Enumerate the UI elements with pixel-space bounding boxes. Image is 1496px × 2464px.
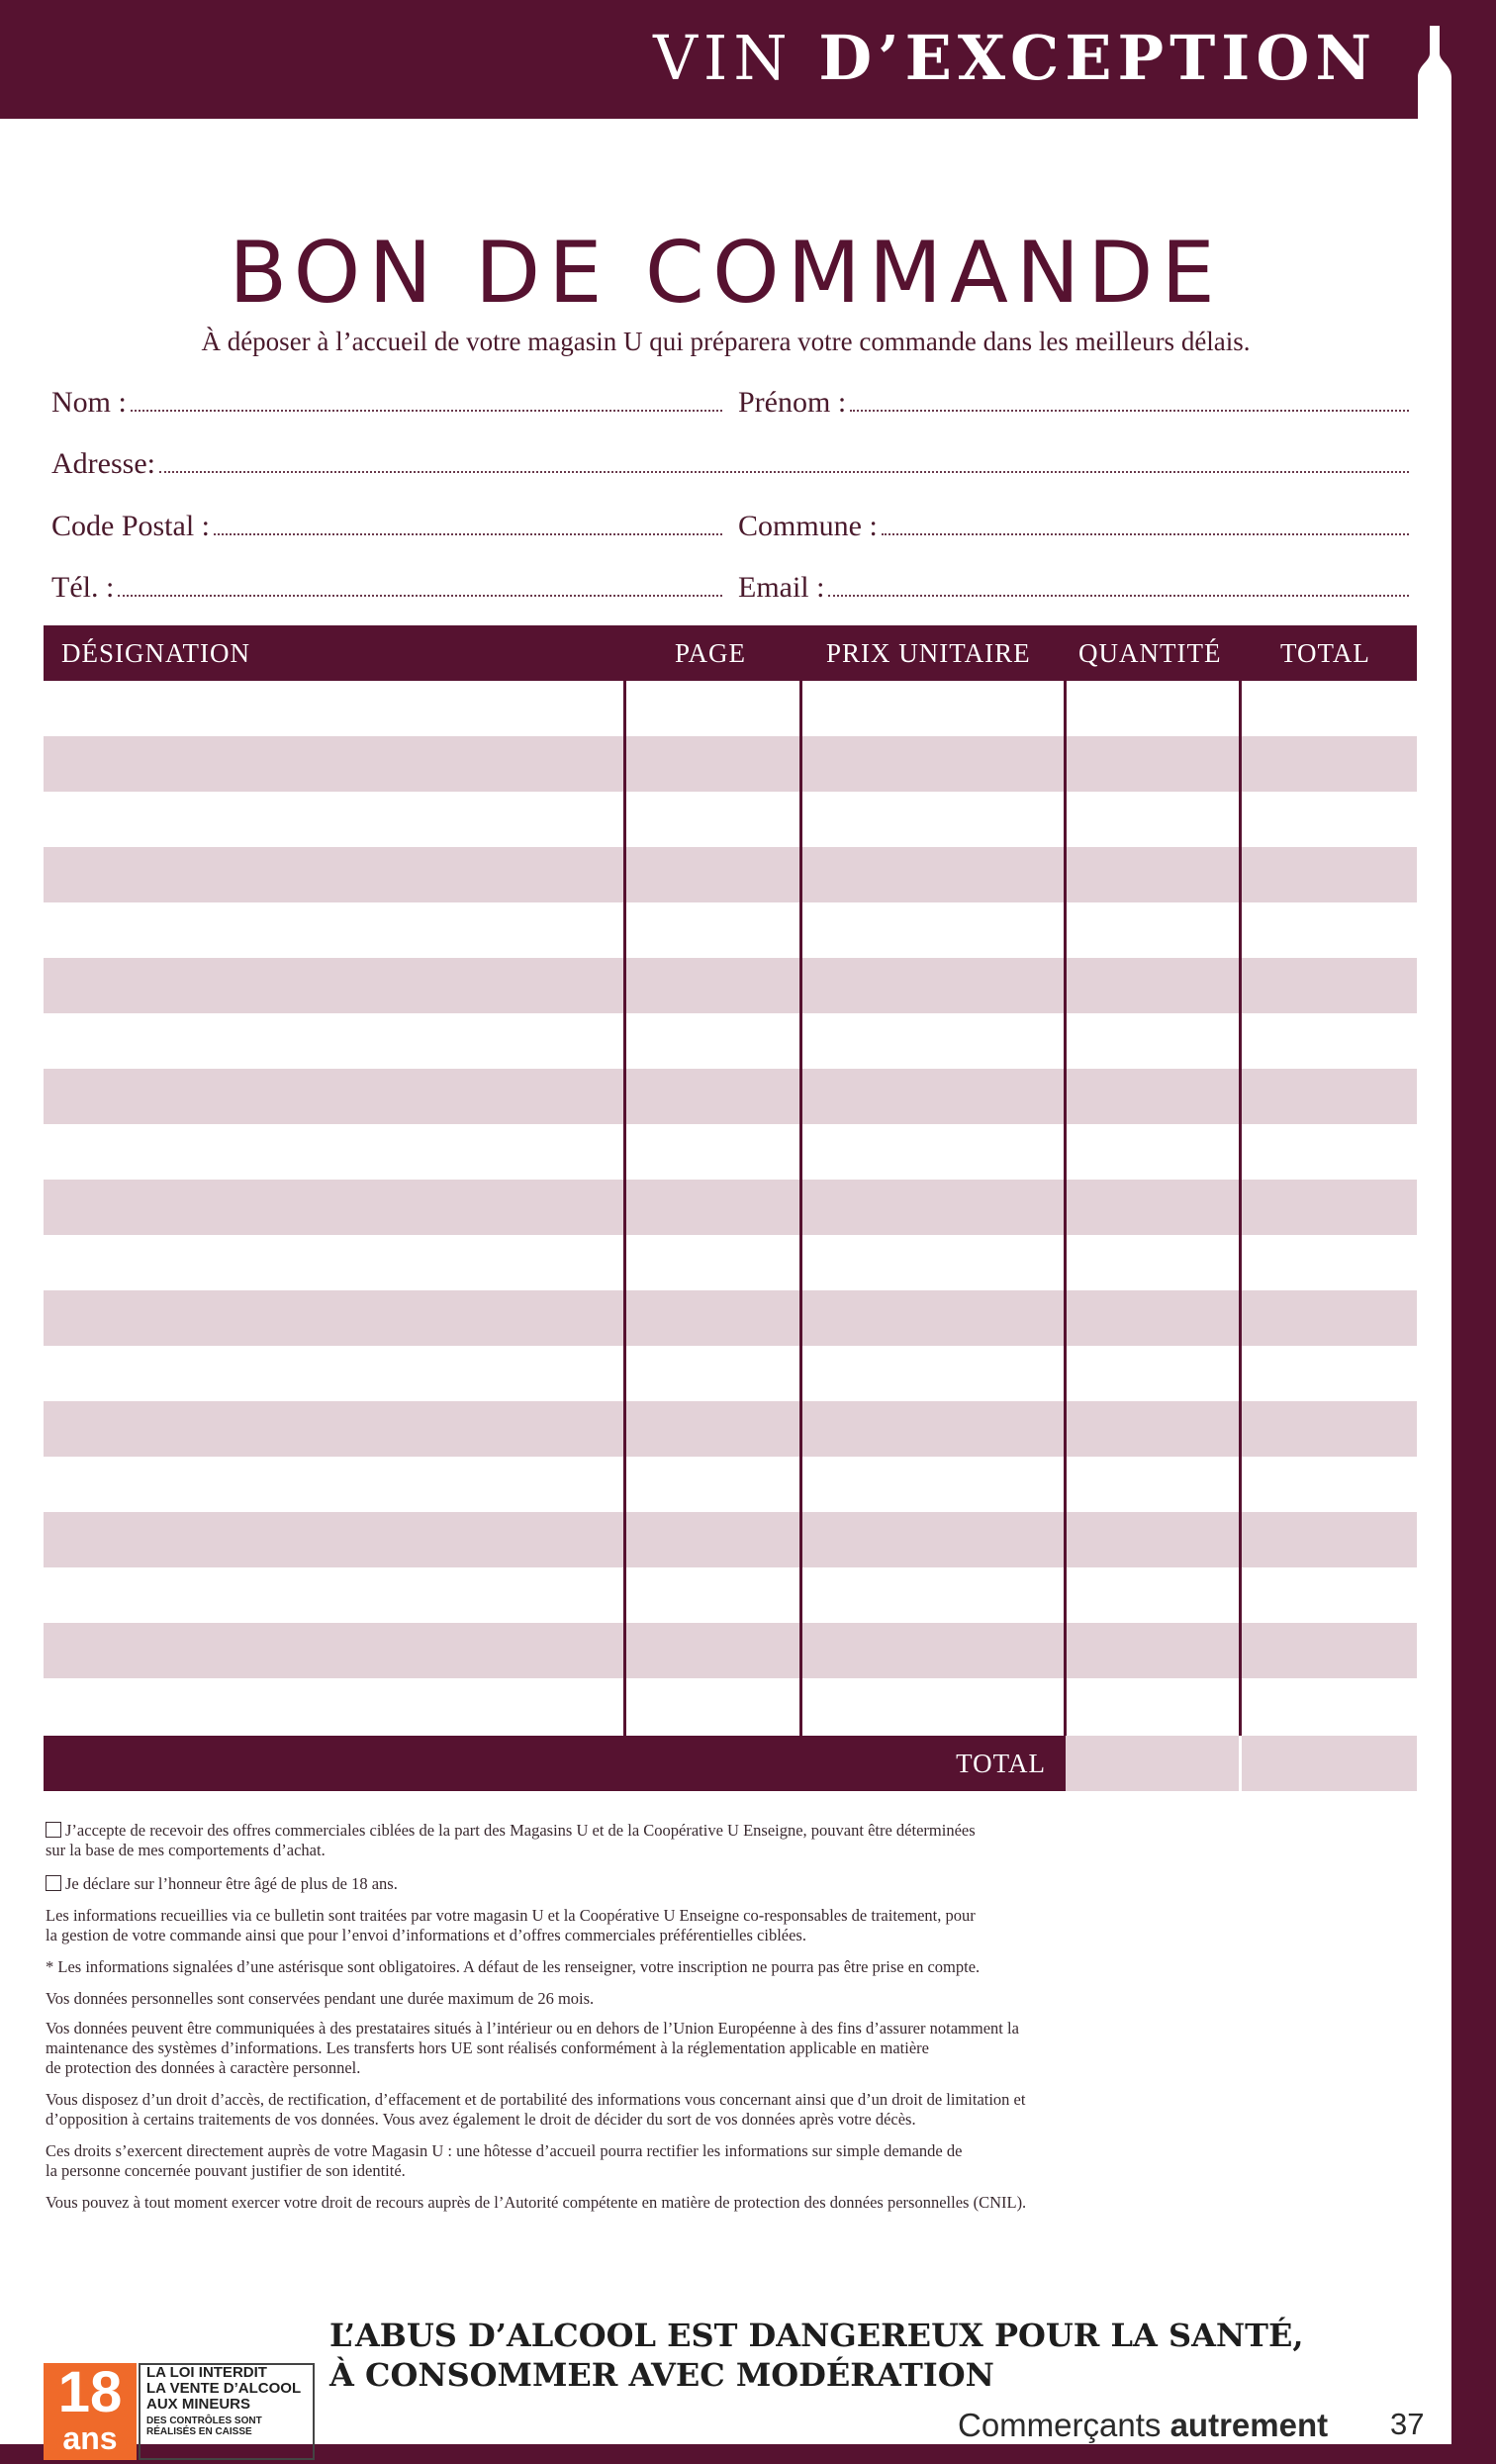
code-postal-label: Code Postal : bbox=[51, 510, 211, 542]
table-row[interactable] bbox=[44, 1180, 1417, 1235]
table-row[interactable] bbox=[44, 1457, 1417, 1512]
table-row[interactable] bbox=[44, 1124, 1417, 1180]
email-input-line[interactable] bbox=[828, 569, 1409, 597]
legal-paragraph-3: Vos données personnelles sont conservées pendant une durée maximum de 26 mois. bbox=[46, 1989, 595, 2008]
section-brand-title bbox=[653, 22, 1377, 94]
tel-input-line[interactable] bbox=[118, 569, 722, 597]
legal-paragraph-6: Ces droits s’exercent directement auprès de votre Magasin U : une hôtesse d’accueil pourra rectifier les informations sur simple demande de la personne concernée pouvant justifier de son identité. bbox=[46, 2141, 963, 2180]
age-badge-ans: ans bbox=[62, 2420, 118, 2456]
order-table-header bbox=[44, 625, 1417, 681]
legal-paragraph-4: Vos données peuvent être communiquées à des prestataires situés à l’intérieur ou en dehors de l’Union Européenne à des fins d’assurer notamment la maintenance des systèmes d’informations. Les transferts hors UE sont réalisés conformément à la réglementation applicable en matière de protection des données à caractère personnel. bbox=[46, 2019, 1019, 2077]
total-amount-cell[interactable] bbox=[1242, 1736, 1417, 1791]
page-title: BON DE COMMANDE bbox=[229, 224, 1223, 323]
legal-paragraph-7: Vous pouvez à tout moment exercer votre droit de recours auprès de l’Autorité compétente en matière de protection des données personnelles (CNIL). bbox=[46, 2193, 1027, 2212]
table-row[interactable] bbox=[44, 1069, 1417, 1124]
legal-paragraph-2: * Les informations signalées d’une astérisque sont obligatoires. A défaut de les renseigner, votre inscription ne pourra pas être prise en compte. bbox=[46, 1957, 981, 1976]
slogan-bold: autrement bbox=[1169, 2407, 1329, 2443]
table-row[interactable] bbox=[44, 1401, 1417, 1457]
consent-offers-checkbox[interactable] bbox=[46, 1822, 61, 1838]
nom-field[interactable] bbox=[51, 384, 722, 424]
tel-label: Tél. : bbox=[51, 571, 115, 604]
column-divider bbox=[1064, 681, 1067, 1736]
tel-field[interactable] bbox=[51, 569, 722, 609]
age-badge-control-text: DES CONTRÔLES SONT RÉALISÉS EN CAISSE bbox=[146, 2416, 262, 2437]
adresse-label: Adresse: bbox=[51, 447, 155, 480]
code-postal-field[interactable] bbox=[51, 508, 722, 547]
consent-age-checkbox[interactable] bbox=[46, 1875, 61, 1891]
page-number: 37 bbox=[1390, 2407, 1425, 2441]
commune-input-line[interactable] bbox=[882, 508, 1409, 535]
table-row[interactable] bbox=[44, 1013, 1417, 1069]
column-divider bbox=[623, 681, 626, 1736]
page-subtitle: À déposer à l’accueil de votre magasin U qui préparera votre commande dans les meilleurs délais. bbox=[201, 327, 1251, 356]
table-row[interactable] bbox=[44, 1567, 1417, 1623]
table-row[interactable] bbox=[44, 958, 1417, 1013]
right-edge-strip bbox=[1451, 0, 1496, 2464]
table-total-bar bbox=[44, 1736, 1066, 1791]
age-badge-text-box bbox=[139, 2363, 315, 2460]
table-row[interactable] bbox=[44, 1346, 1417, 1401]
table-row[interactable] bbox=[44, 736, 1417, 792]
column-divider bbox=[1239, 681, 1242, 1736]
nom-input-line[interactable] bbox=[131, 384, 722, 412]
commune-field[interactable] bbox=[738, 508, 1409, 547]
health-warning-line1: L’ABUS D’ALCOOL EST DANGEREUX POUR LA SANTÉ, bbox=[329, 2317, 1304, 2354]
brand-bold-text: D’EXCEPTION bbox=[818, 22, 1377, 94]
col-prix-unitaire: PRIX UNITAIRE bbox=[826, 638, 1031, 668]
legal-paragraph-1: Les informations recueillies via ce bulletin sont traitées par votre magasin U et la Coopérative U Enseigne co-responsables de traitement, pour la gestion de votre commande ainsi que pour l’envoi d’informations et d’offres commerciales préférentielles ciblées. bbox=[46, 1906, 976, 1944]
column-divider bbox=[799, 681, 802, 1736]
consent-age-text: Je déclare sur l’honneur être âgé de plus de 18 ans. bbox=[65, 1874, 398, 1893]
email-field[interactable] bbox=[738, 569, 1409, 609]
consent-offers-text: J’accepte de recevoir des offres commerciales ciblées de la part des Magasins U et de la Coopérative U Enseigne, pouvant être déterminées sur la base de mes comportements d’achat. bbox=[46, 1821, 976, 1859]
total-quantity-cell[interactable] bbox=[1066, 1736, 1239, 1791]
prenom-input-line[interactable] bbox=[850, 384, 1409, 412]
consent-offers[interactable] bbox=[46, 1821, 1391, 1860]
table-row[interactable] bbox=[44, 902, 1417, 958]
prenom-field[interactable] bbox=[738, 384, 1409, 424]
adresse-field[interactable] bbox=[51, 445, 1409, 485]
slogan bbox=[958, 2407, 1328, 2444]
brand-light-text: VIN bbox=[653, 22, 819, 94]
age-badge-law-text: LA LOI INTERDIT LA VENTE D’ALCOOL AUX MINEURS bbox=[146, 2364, 302, 2413]
consent-age[interactable] bbox=[46, 1874, 1391, 1894]
nom-label: Nom : bbox=[51, 386, 127, 419]
table-row[interactable] bbox=[44, 792, 1417, 847]
age-restriction-badge bbox=[44, 2360, 309, 2460]
total-label: TOTAL bbox=[956, 1749, 1046, 1778]
commune-label: Commune : bbox=[738, 510, 878, 542]
age-badge-orange bbox=[44, 2360, 137, 2460]
legal-paragraph-5: Vous disposez d’un droit d’accès, de rectification, d’effacement et de portabilité des informations vous concernant ainsi que d’un droit de limitation et d’opposition à certains traitements de vos données. Vous avez également le droit de décider du sort de vos données après votre décès. bbox=[46, 2090, 1026, 2129]
table-row[interactable] bbox=[44, 1290, 1417, 1346]
table-row[interactable] bbox=[44, 1235, 1417, 1290]
adresse-input-line[interactable] bbox=[159, 445, 1409, 473]
wine-bottle-icon bbox=[1418, 26, 1451, 119]
health-warning bbox=[329, 2316, 1304, 2395]
col-designation: DÉSIGNATION bbox=[61, 638, 250, 668]
email-label: Email : bbox=[738, 571, 825, 604]
table-row[interactable] bbox=[44, 1678, 1417, 1734]
col-quantite: QUANTITÉ bbox=[1078, 638, 1222, 668]
code-postal-input-line[interactable] bbox=[214, 508, 722, 535]
slogan-light: Commerçants bbox=[958, 2407, 1170, 2443]
table-row[interactable] bbox=[44, 847, 1417, 902]
table-row[interactable] bbox=[44, 1623, 1417, 1678]
table-row[interactable] bbox=[44, 681, 1417, 736]
col-total: TOTAL bbox=[1280, 638, 1370, 668]
table-row[interactable] bbox=[44, 1512, 1417, 1567]
health-warning-line2: À CONSOMMER AVEC MODÉRATION bbox=[329, 2356, 994, 2394]
age-badge-number: 18 bbox=[57, 2360, 123, 2424]
col-page: PAGE bbox=[675, 638, 747, 668]
prenom-label: Prénom : bbox=[738, 386, 847, 419]
